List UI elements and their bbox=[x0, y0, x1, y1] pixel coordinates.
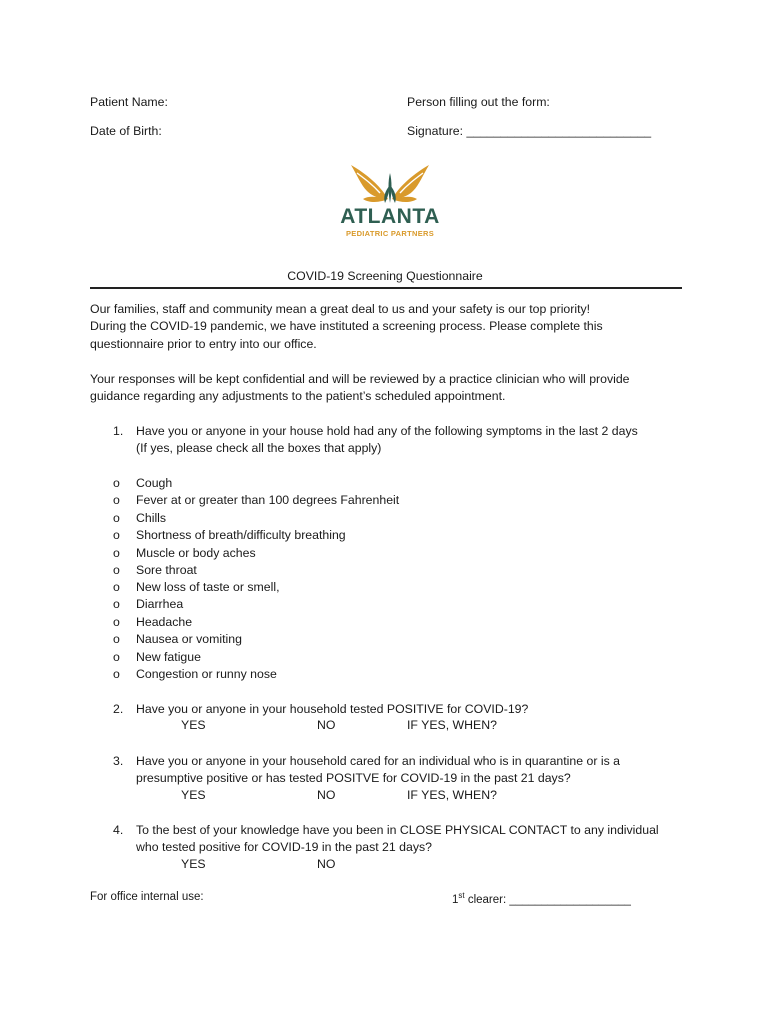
title-divider bbox=[90, 287, 682, 289]
intro-line: Your responses will be kept confidential and will be reviewed by a practice clinician who will provide bbox=[90, 372, 630, 386]
intro-line: questionnaire prior to entry into our office. bbox=[90, 336, 317, 351]
yes-option[interactable]: YES bbox=[181, 857, 206, 871]
patient-name-label: Patient Name: bbox=[90, 95, 168, 109]
question-text: presumptive positive or has tested POSITVE for COVID-19 in the past 21 days? bbox=[136, 771, 571, 786]
person-filling-label: Person filling out the form: bbox=[407, 95, 550, 109]
checkbox-bullet-icon[interactable]: o bbox=[113, 528, 120, 542]
if-yes-when-label: IF YES, WHEN? bbox=[407, 788, 497, 802]
no-option[interactable]: NO bbox=[317, 718, 336, 732]
office-use-label: For office internal use: bbox=[90, 891, 204, 903]
checkbox-bullet-icon[interactable]: o bbox=[113, 597, 120, 611]
question-text: who tested positive for COVID-19 in the past 21 days? bbox=[136, 840, 432, 855]
atlanta-pediatric-partners-logo bbox=[335, 155, 445, 241]
intro-line: Our families, staff and community mean a great deal to us and your safety is our top priority! bbox=[90, 302, 591, 316]
checkbox-bullet-icon[interactable]: o bbox=[113, 632, 120, 646]
no-option[interactable]: NO bbox=[317, 857, 336, 871]
butterfly-icon bbox=[335, 155, 445, 207]
logo-name: ATLANTA bbox=[340, 205, 440, 228]
question-text: Have you or anyone in your household cared for an individual who is in quarantine or is a bbox=[136, 754, 620, 768]
question-text: To the best of your knowledge have you been in CLOSE PHYSICAL CONTACT to any individual bbox=[136, 823, 659, 837]
intro-paragraph-2 bbox=[90, 371, 690, 406]
question-instruction: (If yes, please check all the boxes that apply) bbox=[136, 441, 382, 456]
checkbox-bullet-icon[interactable]: o bbox=[113, 546, 120, 560]
question-number: 4. bbox=[113, 823, 124, 837]
checkbox-bullet-icon[interactable]: o bbox=[113, 493, 120, 507]
intro-line: During the COVID-19 pandemic, we have instituted a screening process. Please complete this bbox=[90, 319, 603, 334]
form-title: COVID-19 Screening Questionnaire bbox=[287, 269, 483, 283]
question-number: 1. bbox=[113, 424, 124, 438]
intro-line: guidance regarding any adjustments to the patient’s scheduled appointment. bbox=[90, 389, 506, 404]
checkbox-bullet-icon[interactable]: o bbox=[113, 667, 120, 681]
question-text: Have you or anyone in your house hold had any of the following symptoms in the last 2 days bbox=[136, 424, 638, 438]
logo-tagline: PEDIATRIC PARTNERS bbox=[345, 229, 435, 238]
checkbox-bullet-icon[interactable]: o bbox=[113, 615, 120, 629]
covid-screening-form: Patient Name: Person filling out the form: Date of Birth: Signature: ___________________________ ATLANTA PEDIATRIC PARTNERS COVID-19 Screening Questionnaire Our families, staff and community mean a great deal to us and your safety is our top priority! During the COVID-19 pandemic, we have instituted a screening process. Please complete this questionnaire prior to entry into our office. Your responses will be kept confidential and will be reviewed by a practice clinician who will provide guidance regarding any adjustments to the patient’s scheduled appointment. 1. Have you or anyone in your house hold had any of the following symptoms in the last 2 days (If yes, please check all the boxes that apply) o Cough o Fever at or greater than 100 degrees Fahrenheit o Chills o Shortness of breath/difficulty breathing o Muscle or body aches o Sore throat o New loss of taste or smell, o Diarrhea o Headache o Nausea or vomiting o New fatigue o Congestion or runny nose 2. Have you or anyone in your household tested POSITIVE for COVID-19? YES NO IF YES, WHEN? 3. Have you or anyone in your household cared for an individual who is in quarantine or is a presumptive positive or has tested POSITVE for COVID-19 in the past 21 days? YES NO IF YES, WHEN? 4. To the best of your knowledge have you been in CLOSE PHYSICAL CONTACT to any individual who tested positive for COVID-19 in the past 21 days? YES NO For office internal use: 1st clearer: ___________________ bbox=[0, 0, 770, 1024]
yes-option[interactable]: YES bbox=[181, 718, 206, 732]
date-of-birth-label: Date of Birth: bbox=[90, 124, 162, 138]
checkbox-bullet-icon[interactable]: o bbox=[113, 511, 120, 525]
if-yes-when-label: IF YES, WHEN? bbox=[407, 718, 497, 732]
no-option[interactable]: NO bbox=[317, 788, 336, 802]
checkbox-bullet-icon[interactable]: o bbox=[113, 563, 120, 577]
first-clearer-line: 1st clearer: ___________________ bbox=[452, 891, 631, 906]
checkbox-bullet-icon[interactable]: o bbox=[113, 476, 120, 490]
checkbox-bullet-icon[interactable]: o bbox=[113, 580, 120, 594]
yes-option[interactable]: YES bbox=[181, 788, 206, 802]
question-number: 3. bbox=[113, 754, 124, 768]
checkbox-bullet-icon[interactable]: o bbox=[113, 650, 120, 664]
intro-paragraph-1 bbox=[90, 301, 690, 353]
signature-line: Signature: ___________________________ bbox=[407, 124, 652, 138]
question-text: Have you or anyone in your household tested POSITIVE for COVID-19? bbox=[136, 702, 529, 716]
question-number: 2. bbox=[113, 702, 124, 716]
